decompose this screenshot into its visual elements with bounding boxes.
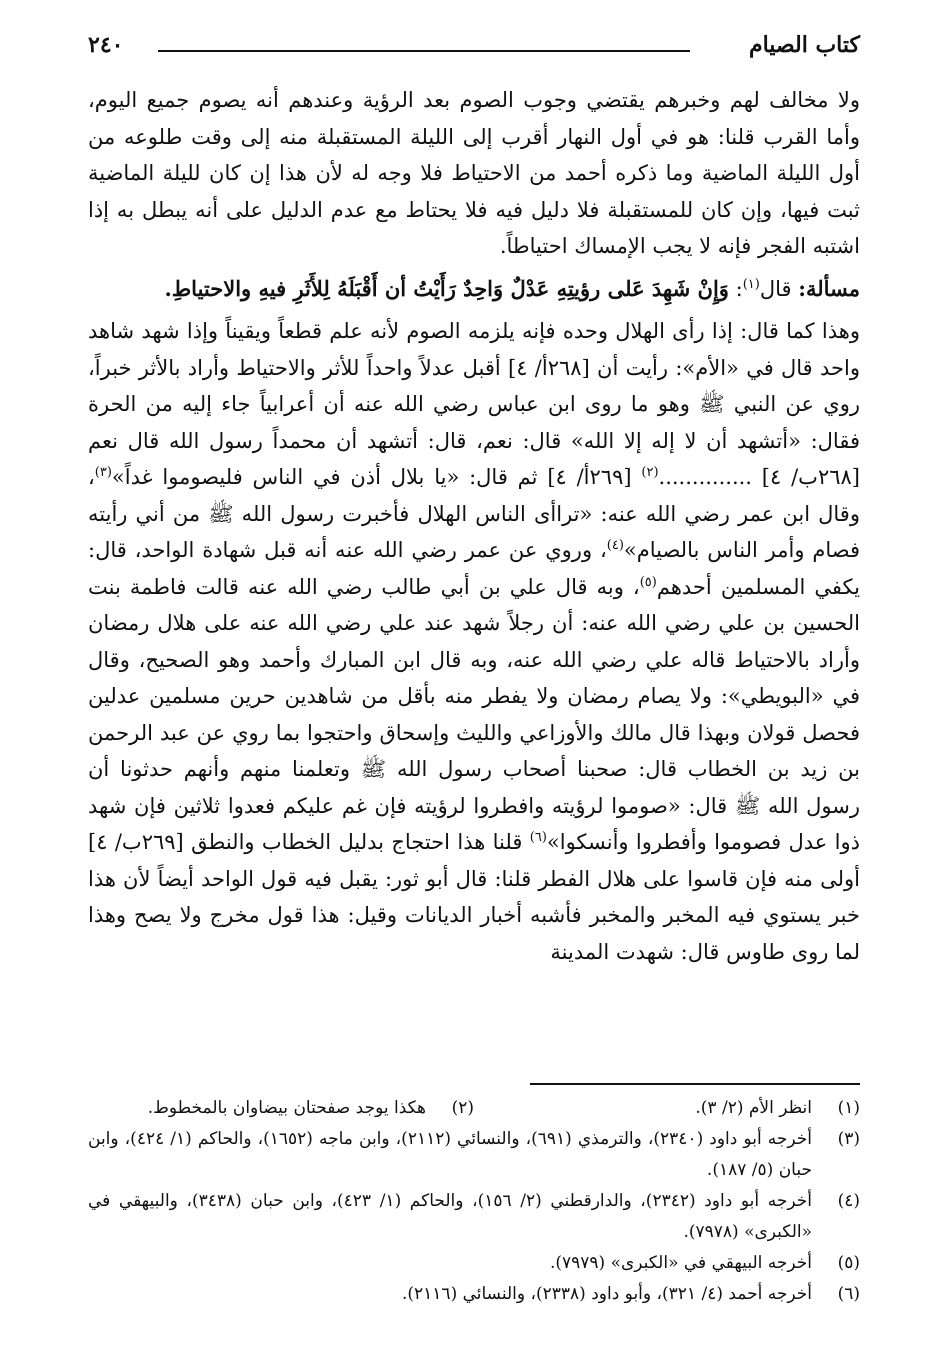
- footnote-text: أخرجه البيهقي في «الكبرى» (٧٩٧٩).: [549, 1253, 812, 1273]
- text-segment: [٢٦٩أ/ ٤] ثم قال: «يا بلال أذن في الناس فليصوموا غداً»: [111, 465, 642, 489]
- footnote-3: [88, 1124, 860, 1186]
- footnote-2: [88, 1093, 474, 1124]
- header-rule: [158, 50, 690, 52]
- footnote-ref-5: (٥): [639, 574, 657, 590]
- footnote-6: [88, 1279, 860, 1310]
- footnote-text: انظر الأم (٢/ ٣).: [695, 1098, 812, 1118]
- main-text: [88, 82, 860, 970]
- masala-matn: وَإِنْ شَهِدَ عَلى رؤيتِهِ عَدْلٌ وَاحِدٌ رَأَيْتُ أن أَقْبَلَهُ لِلأَثَرِ فيهِ والاحتياطِ.: [164, 275, 729, 301]
- text-segment: ، وروي عن عمر رضي الله عنه أنه قبل شهادة الواحد، قال: يكفي المسلمين أحدهم: [88, 538, 860, 599]
- chapter-title: كتاب الصيام: [748, 32, 860, 58]
- paragraph-1: ولا مخالف لهم وخبرهم يقتضي وجوب الصوم بعد الرؤية وعندهم أنه يصوم جميع اليوم، وأما القرب قلنا: هو في أول النهار أقرب إلى الليلة المستقبلة منه إلى وقت طلوعه من أول الليلة الماضية وما ذكره أحمد من الاحتياط فلا وجه له لأن هذا إن كان لليلة الماضية ثبت فيها، وإن كان للمستقبلة فلا دليل فيه فلا يحتاط مع عدم الدليل على أنه يبطل به إذا اشتبه الفجر فإنه لا يجب الإمساك احتياطاً.: [88, 88, 860, 258]
- footnote-4: [88, 1186, 860, 1248]
- footnote-row: [88, 1093, 860, 1124]
- text-segment: وهذا كما قال: إذا رأى الهلال وحده فإنه يلزمه الصوم لأنه علم قطعاً ويقيناً وإذا شهد شاهد واحد قال في «الأم»: رأيت أن [٢٦٨أ/ ٤] أقبل عدلاً واحداً للأثر والاحتياط وأراد بالأثر خبراً، روي عن النبي ﷺ وهو ما روى ابن عباس رضي الله عنه أن أعرابياً جاء إليه من الحرة فقال: «أتشهد أن لا إله إلا الله» قال: نعم، قال: أتشهد أن محمداً رسول الله قال نعم [٢٦٨ب/ ٤] ..............: [88, 319, 860, 489]
- footnote-ref-1: (١): [742, 276, 760, 292]
- footnotes: [88, 1093, 860, 1310]
- masala-label: مسألة:: [798, 275, 860, 301]
- masala-qala: قال: [759, 276, 799, 301]
- page-number: ٢٤٠: [88, 32, 124, 58]
- footnote-ref-2: (٢): [641, 465, 659, 480]
- running-header: [88, 28, 860, 68]
- footnote-text: أخرجه أبو داود (٢٣٤٢)، والدارقطني (٢/ ١٥٦)، والحاكم (١/ ٤٢٣)، وابن حبان (٣٤٣٨)، والبيهقي في «الكبرى» (٧٩٧٨).: [88, 1191, 812, 1242]
- masala-paragraph: [88, 271, 860, 308]
- footnote-number: (٢): [451, 1098, 474, 1118]
- footnote-text: أخرجه أحمد (٤/ ٣٢١)، وأبو داود (٢٣٣٨)، والنسائي (٢١١٦).: [401, 1284, 812, 1304]
- footnote-number: (٥): [837, 1253, 860, 1273]
- footnote-ref-6: (٦): [529, 830, 547, 845]
- text-segment: ، وقال ابن عمر رضي الله عنه: «تراأى الناس الهلال فأخبرت رسول الله ﷺ من أني رأيته فصام وأمر الناس بالصيام»: [88, 465, 861, 562]
- footnote-1: [474, 1093, 860, 1124]
- footnote-number: (١): [837, 1098, 860, 1118]
- paragraph-3: [88, 313, 860, 970]
- footnote-number: (٤): [837, 1191, 860, 1211]
- footnote-number: (٣): [837, 1129, 860, 1149]
- masala-colon: :: [728, 276, 743, 301]
- text-segment: قلنا هذا احتجاج بدليل الخطاب والنطق [٢٦٩ب/ ٤] أولى منه فإن قاسوا على هلال الفطر قلنا: قال أبو ثور: يقبل فيه قول الواحد أيضاً لأن هذا خبر يستوي فيه المخبر والمخبر فأشبه أخبار الديانات وقيل: هذا قول مخرج ولا يصح وهذا لما روى طاوس قال: شهدت المدينة: [88, 830, 860, 964]
- footnote-separator: [530, 1083, 860, 1085]
- footnote-number: (٦): [837, 1284, 860, 1304]
- text-segment: ، وبه قال علي بن أبي طالب رضي الله عنه قالت فاطمة بنت الحسين بن علي رضي الله عنه: أن رجلاً شهد عند علي رضي الله عنه على هلال رمضان وأراد بالاحتياط قاله علي رضي الله عنه، وبه قال ابن المبارك وأحمد وهو الصحيح، وقال في «البويطي»: ولا يصام رمضان ولا يفطر منه بأقل من شاهدين حرين مسلمين عدلين فحصل قولان وبهذا قال مالك والأوزاعي والليث وإسحاق واحتجوا بما روي عن عبد الرحمن بن زيد بن الخطاب قال: صحبنا أصحاب رسول الله ﷺ وتعلمنا منهم وأنهم حدثونا أن رسول الله ﷺ قال: «صوموا لرؤيته وافطروا لرؤيته فإن غم عليكم فعدوا ثلاثين فإن شهد ذوا عدل فصوموا وأفطروا وأنسكوا»: [88, 574, 860, 854]
- footnote-5: [88, 1248, 860, 1279]
- footnote-text: أخرجه أبو داود (٢٣٤٠)، والترمذي (٦٩١)، والنسائي (٢١١٢)، وابن ماجه (١٦٥٢)، والحاكم (١/ ٤٢٤)، وابن حبان (٥/ ١٨٧).: [88, 1129, 812, 1180]
- footnote-text: هكذا يوجد صفحتان بيضاوان بالمخطوط.: [147, 1098, 426, 1118]
- footnote-ref-4: (٤): [606, 538, 624, 553]
- footnote-ref-3: (٣): [94, 465, 112, 480]
